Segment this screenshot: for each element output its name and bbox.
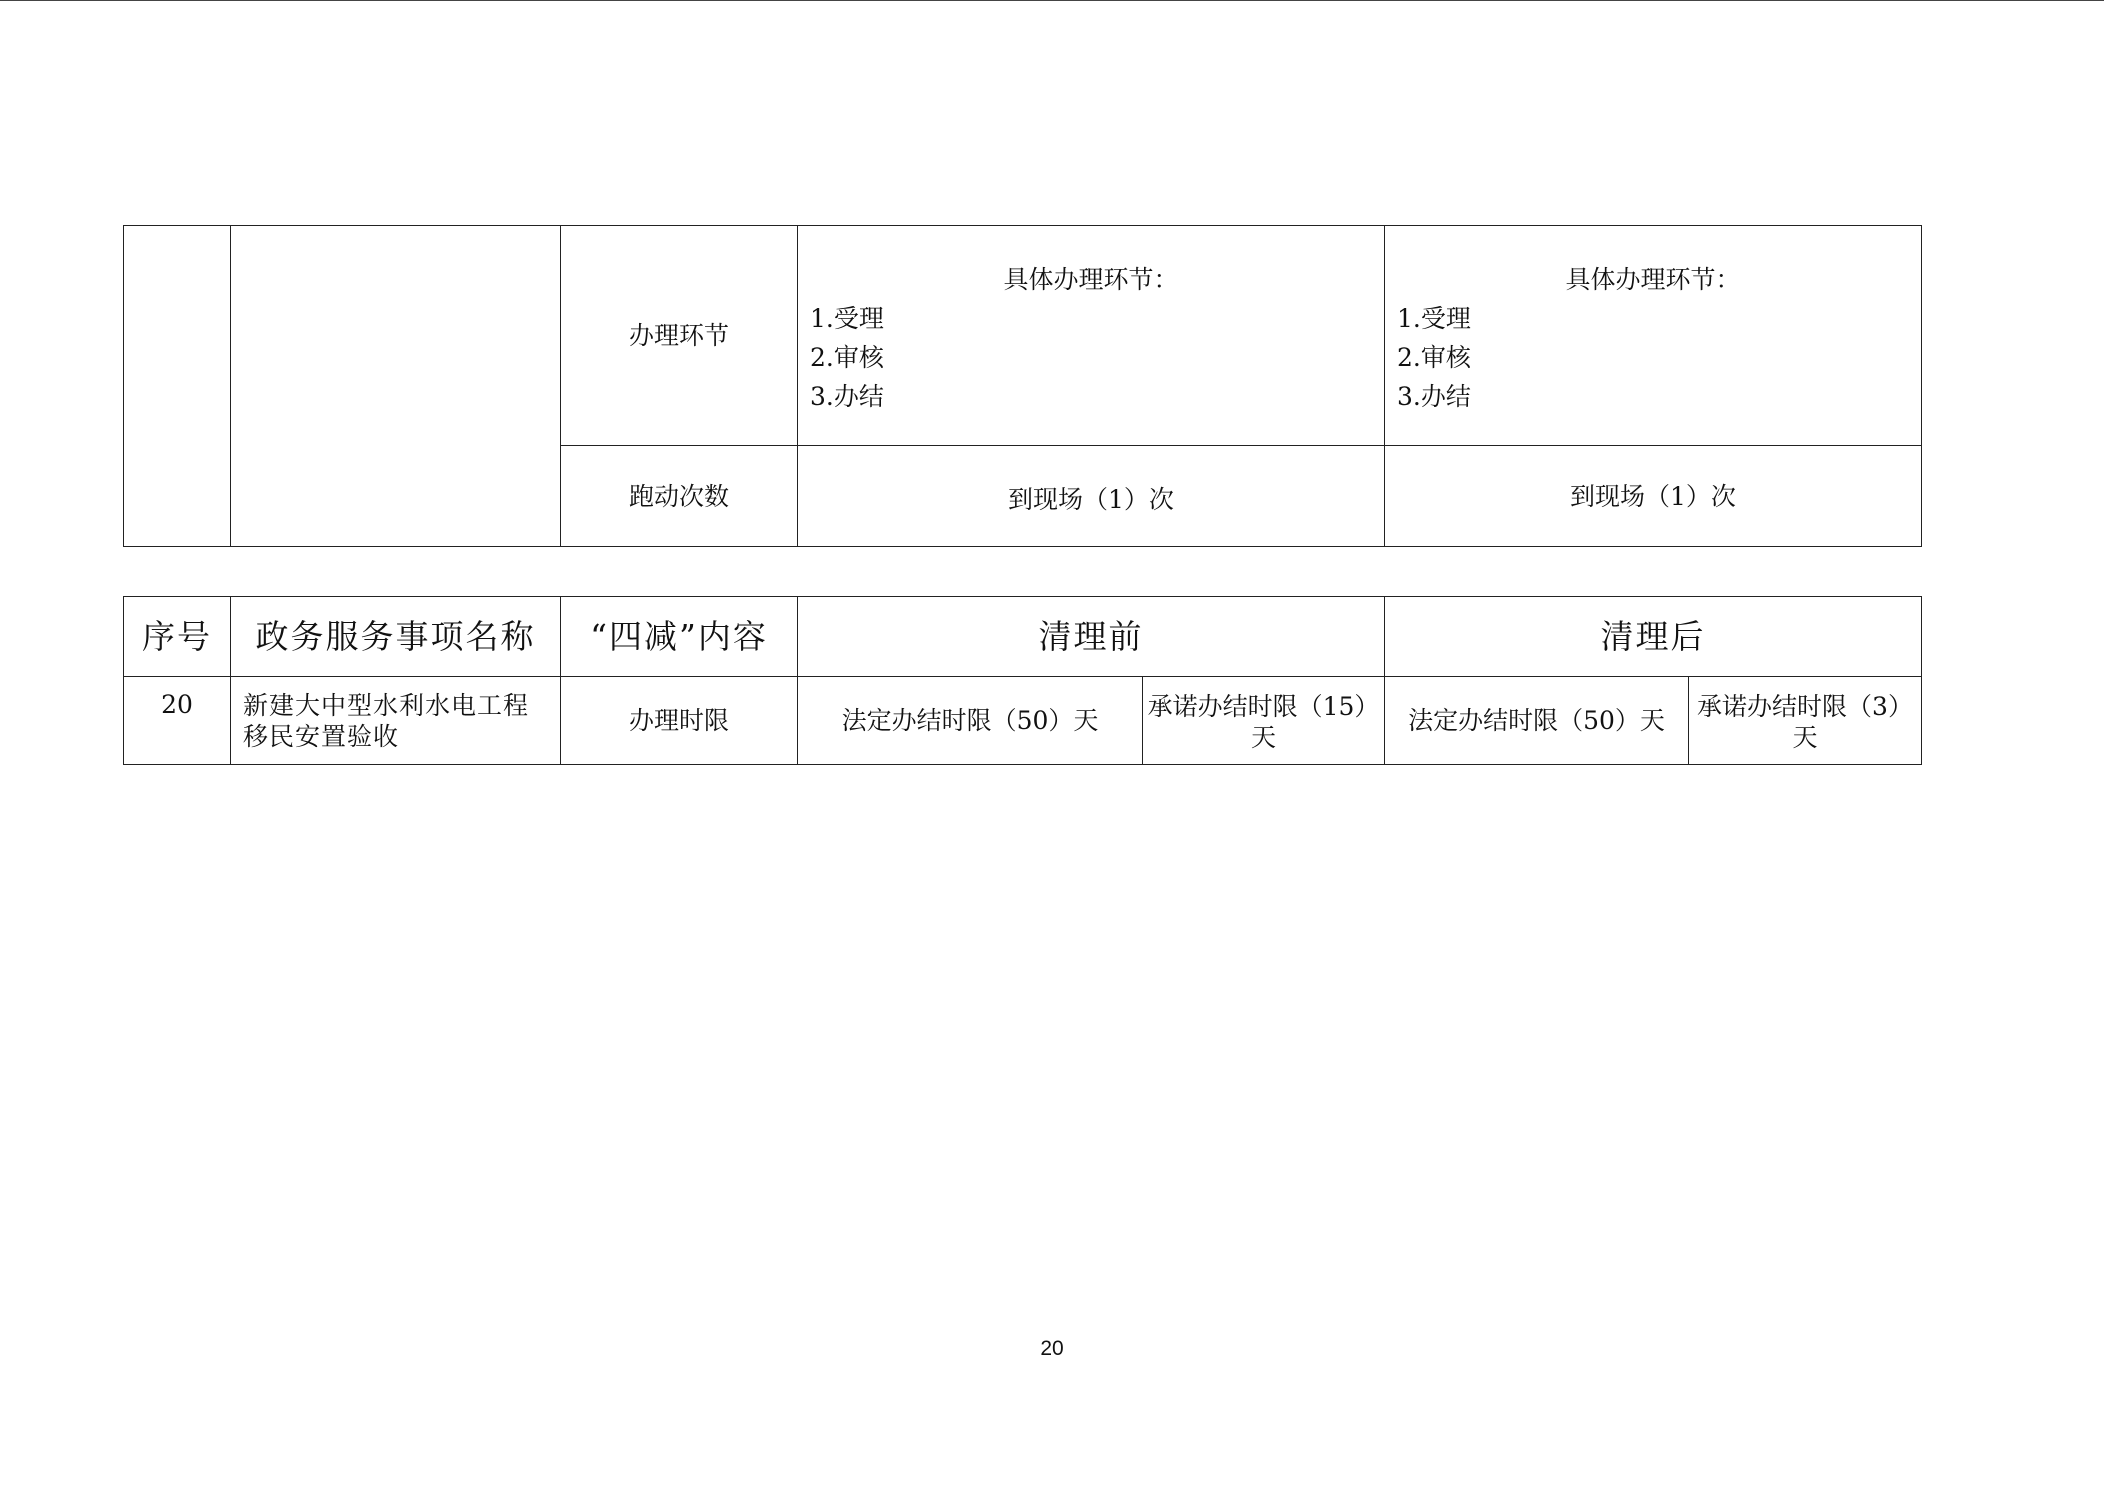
empty-no-cell (124, 226, 231, 547)
steps-after-heading: 具体办理环节： (1565, 265, 1741, 294)
header-before: 清理前 (798, 597, 1385, 677)
header-no: 序号 (124, 597, 231, 677)
steps-row (124, 226, 1922, 446)
table-row (124, 677, 1922, 765)
header-content: “四减”内容 (561, 597, 798, 677)
row-after-promise: 承诺办结时限（3）天 (1689, 677, 1922, 765)
header-after: 清理后 (1385, 597, 1922, 677)
steps-after-item: 1.受理 (1397, 304, 1471, 333)
empty-name-cell (231, 226, 561, 547)
steps-before-item: 3.办结 (810, 382, 884, 411)
steps-after-item: 2.审核 (1397, 343, 1471, 372)
steps-label: 办理环节 (561, 226, 798, 446)
steps-before-cell (798, 226, 1385, 446)
visits-before-value: 到现场（1）次 (1008, 484, 1174, 514)
steps-before-item: 1.受理 (810, 304, 884, 333)
visits-after-cell (1385, 446, 1922, 547)
steps-after-item: 3.办结 (1397, 382, 1471, 411)
visits-after-value: 到现场（1）次 (1570, 481, 1736, 511)
service-items-table (123, 596, 1922, 765)
steps-before-item: 2.审核 (810, 343, 884, 372)
visits-label: 跑动次数 (561, 446, 798, 547)
page-top-border (0, 0, 2104, 1)
continuation-table (123, 225, 1922, 547)
steps-before-heading: 具体办理环节： (1003, 265, 1179, 294)
visits-before-cell (798, 446, 1385, 547)
steps-after-cell (1385, 226, 1922, 446)
row-content: 办理时限 (561, 677, 798, 765)
row-before-legal: 法定办结时限（50）天 (798, 677, 1143, 765)
row-before-promise: 承诺办结时限（15）天 (1143, 677, 1385, 765)
row-no: 20 (124, 677, 231, 765)
page-number: 20 (1040, 1337, 1064, 1360)
row-after-legal: 法定办结时限（50）天 (1385, 677, 1689, 765)
table-header-row (124, 597, 1922, 677)
header-name: 政务服务事项名称 (231, 597, 561, 677)
row-name: 新建大中型水利水电工程移民安置验收 (231, 677, 561, 765)
